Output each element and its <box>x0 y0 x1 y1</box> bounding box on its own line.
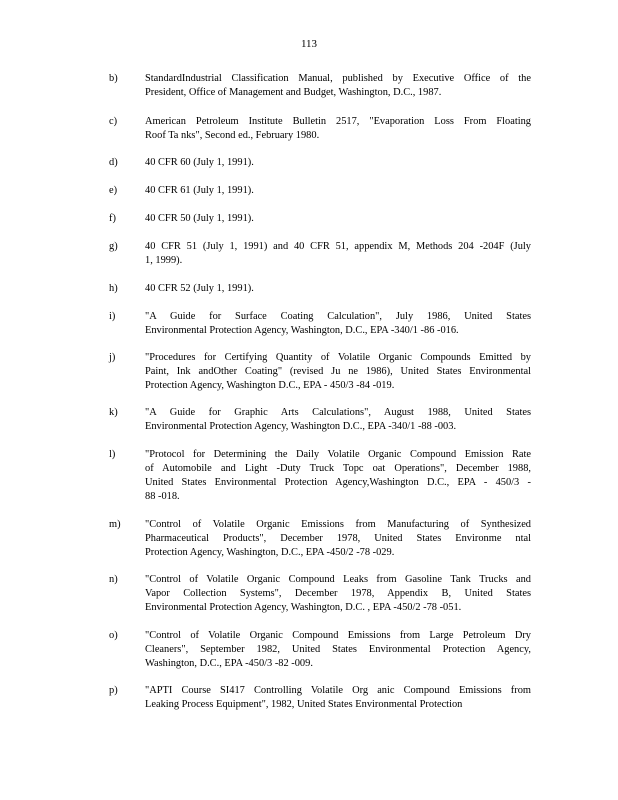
reference-text <box>145 72 531 100</box>
reference-line: President, Office of Management and Budget, Washington, D.C., 1987. <box>145 87 442 98</box>
reference-line: "A Guide for Graphic Arts Calculations", August 1988, United States <box>145 407 531 418</box>
reference-text <box>145 212 531 226</box>
reference-text <box>145 115 531 143</box>
reference-line: Leaking Process Equipment", 1982, United States Environmental Protection <box>145 699 463 710</box>
reference-line: 40 CFR 61 (July 1, 1991). <box>145 185 254 196</box>
reference-label: e) <box>109 185 118 196</box>
reference-line: American Petroleum Institute Bulletin 2517, "Evaporation Loss From Floating <box>145 116 531 127</box>
reference-label: j) <box>109 352 116 363</box>
reference-label: p) <box>109 685 118 696</box>
reference-line: 1, 1999). <box>145 255 183 266</box>
reference-line: Protection Agency, Washington, D.C., EPA -450/2 -78 -029. <box>145 547 395 558</box>
reference-label: l) <box>109 449 116 460</box>
reference-label: d) <box>109 157 118 168</box>
reference-label: h) <box>109 283 118 294</box>
reference-line: Environmental Protection Agency, Washington, D.C., EPA -340/1 -86 -016. <box>145 325 459 336</box>
reference-label: k) <box>109 407 118 418</box>
reference-text <box>145 684 531 712</box>
reference-line: Paint, Ink andOther Coating" (revised Ju ne 1986), United States Environmental <box>145 366 531 377</box>
reference-line: 88 -018. <box>145 491 180 502</box>
reference-label: i) <box>109 311 116 322</box>
reference-line: "Control of Volatile Organic Compound Emissions from Large Petroleum Dry <box>145 630 531 641</box>
reference-line: "A Guide for Surface Coating Calculation", July 1986, United States <box>145 311 531 322</box>
reference-line: Washington, D.C., EPA -450/3 -82 -009. <box>145 658 313 669</box>
reference-line: 40 CFR 52 (July 1, 1991). <box>145 283 254 294</box>
reference-line: Vapor Collection Systems", December 1978, Appendix B, United States <box>145 588 531 599</box>
reference-line: Pharmaceutical Products", December 1978, United States Environme ntal <box>145 533 531 544</box>
reference-label: g) <box>109 241 118 252</box>
reference-line: 40 CFR 51 (July 1, 1991) and 40 CFR 51, appendix M, Methods 204 -204F (July <box>145 241 531 252</box>
reference-line: StandardIndustrial Classification Manual, published by Executive Office of the <box>145 73 531 84</box>
reference-text <box>145 351 531 393</box>
reference-text <box>145 156 531 170</box>
reference-label: b) <box>109 73 118 84</box>
reference-line: Environmental Protection Agency, Washington, D.C. , EPA -450/2 -78 -051. <box>145 602 462 613</box>
reference-text <box>145 282 531 296</box>
reference-label: n) <box>109 574 118 585</box>
reference-text <box>145 573 531 615</box>
reference-line: Environmental Protection Agency, Washington D.C., EPA -340/1 -88 -003. <box>145 421 457 432</box>
reference-line: United States Environmental Protection Agency,Washington D.C., EPA - 450/3 - <box>145 477 531 488</box>
reference-line: "Procedures for Certifying Quantity of Volatile Organic Compounds Emitted by <box>145 352 531 363</box>
reference-line: Cleaners", September 1982, United States Environmental Protection Agency, <box>145 644 531 655</box>
reference-line: "APTI Course SI417 Controlling Volatile Org anic Compound Emissions from <box>145 685 531 696</box>
reference-line: "Protocol for Determining the Daily Volatile Organic Compound Emission Rate <box>145 449 531 460</box>
reference-text <box>145 448 531 504</box>
reference-line: of Automobile and Light -Duty Truck Topc oat Operations", December 1988, <box>145 463 531 474</box>
reference-label: c) <box>109 116 118 127</box>
reference-line: Protection Agency, Washington D.C., EPA - 450/3 -84 -019. <box>145 380 395 391</box>
reference-line: 40 CFR 60 (July 1, 1991). <box>145 157 254 168</box>
reference-text <box>145 629 531 671</box>
reference-line: Roof Ta nks", Second ed., February 1980. <box>145 130 320 141</box>
reference-line: "Control of Volatile Organic Compound Leaks from Gasoline Tank Trucks and <box>145 574 531 585</box>
reference-label: m) <box>109 519 121 530</box>
reference-label: o) <box>109 630 118 641</box>
reference-text <box>145 310 531 338</box>
page-number: 113 <box>300 38 318 50</box>
reference-line: "Control of Volatile Organic Emissions from Manufacturing of Synthesized <box>145 519 531 530</box>
reference-text <box>145 184 531 198</box>
reference-label: f) <box>109 213 116 224</box>
reference-line: 40 CFR 50 (July 1, 1991). <box>145 213 254 224</box>
reference-text <box>145 406 531 434</box>
reference-text <box>145 518 531 560</box>
reference-text <box>145 240 531 268</box>
